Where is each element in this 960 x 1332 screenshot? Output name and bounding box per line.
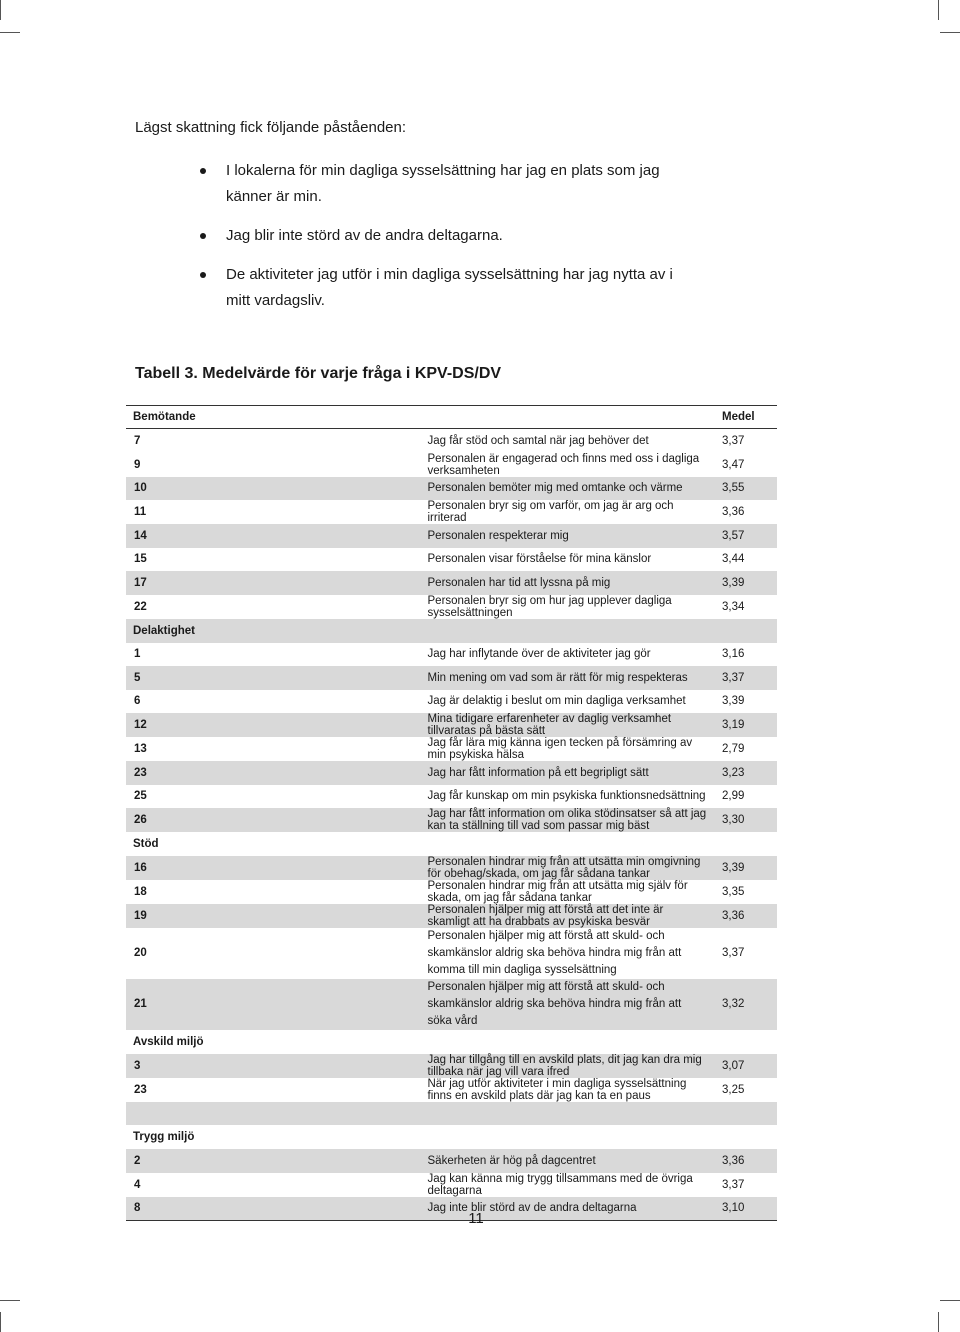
table-row	[126, 571, 777, 595]
question-text: Personalen respekterar mig	[421, 524, 716, 548]
question-number: 7	[134, 434, 141, 447]
mean-value: 2,99	[722, 790, 745, 803]
question-number: 5	[126, 666, 421, 690]
mean-value: 3,39	[715, 571, 777, 595]
table-row	[126, 904, 777, 928]
bullet-dot-icon	[200, 272, 206, 278]
mean-value: 3,25	[722, 1084, 745, 1096]
mean-value: 3,39	[722, 695, 745, 708]
crop-mark-bottom-right	[940, 1300, 960, 1301]
question-number: 16	[126, 856, 421, 880]
question-text: Personalen bryr sig om hur jag upplever dagliga sysselsättningen	[427, 594, 672, 619]
mean-value: 3,57	[715, 524, 777, 548]
mean-value: 3,55	[715, 477, 777, 501]
question-number: 6	[134, 695, 141, 708]
table-row	[126, 595, 777, 619]
question-number: 2	[126, 1149, 421, 1173]
question-text: Personalen har tid att lyssna på mig	[421, 571, 716, 595]
question-number: 14	[126, 524, 421, 548]
mean-value: 3,32	[715, 979, 777, 1030]
crop-mark-top-left	[0, 0, 1, 20]
table-row	[126, 477, 777, 501]
question-number: 25	[134, 790, 147, 803]
table-row	[126, 928, 777, 979]
mean-value: 3,07	[715, 1054, 777, 1078]
mean-value: 3,47	[722, 458, 745, 471]
table-row	[126, 713, 777, 737]
question-text: Min mening om vad som är rätt för mig respekteras	[421, 666, 716, 690]
question-text: Jag har inflytande över de aktiviteter jag gör	[427, 648, 651, 661]
question-number: 12	[126, 713, 421, 737]
question-text: Jag har fått information om olika stödinsatser så att jag kan ta ställning till vad som passar mig bäst	[421, 808, 716, 832]
question-number: 19	[126, 904, 421, 928]
intro-text: Lägst skattning fick följande påståenden:	[135, 119, 407, 136]
mean-value: 3,34	[722, 600, 745, 613]
question-number: 15	[134, 553, 147, 566]
table-row	[126, 500, 777, 524]
table-row	[126, 737, 777, 761]
question-text: Personalen hjälper mig att förstå att skuld- och skamkänslor aldrig ska behöva hindra mig från att komma till min dagliga sysselsättning	[427, 930, 682, 976]
question-text: Jag får stöd och samtal när jag behöver det	[427, 434, 649, 447]
table-row	[126, 1149, 777, 1173]
mean-value: 3,37	[722, 947, 745, 959]
mean-value: 3,36	[715, 1149, 777, 1173]
question-text: Säkerheten är hög på dagcentret	[421, 1149, 716, 1173]
kpv-table-body	[126, 406, 777, 1221]
table-row	[126, 643, 777, 667]
mean-value: 3,37	[722, 1178, 745, 1191]
question-number: 17	[126, 571, 421, 595]
crop-mark-top-right	[938, 0, 939, 20]
mean-value: 3,19	[715, 713, 777, 737]
section-title: Trygg miljö	[133, 1131, 195, 1143]
question-text: Personalen hindrar mig från att utsätta mig själv för skada, om jag får sådana tankar	[427, 880, 688, 904]
question-number: 11	[134, 506, 147, 518]
question-text: Personalen bemöter mig med omtanke och värme	[421, 477, 716, 501]
mean-value: 3,44	[722, 553, 745, 566]
question-text: Personalen hjälper mig att förstå att det inte är skamligt att ha drabbats av psykiska besvär	[421, 904, 716, 928]
bullet-item	[196, 158, 696, 210]
crop-mark-top-right-h	[940, 32, 960, 33]
crop-mark-top-left-h	[0, 32, 20, 33]
section-title: Stöd	[133, 838, 159, 850]
mean-value: 3,37	[722, 434, 745, 447]
section-row	[126, 619, 777, 643]
mean-value: 3,35	[722, 886, 745, 898]
section-row	[126, 832, 777, 856]
table-row	[126, 785, 777, 809]
question-number: 3	[126, 1054, 421, 1078]
bullet-item	[196, 262, 696, 314]
mean-value: 3,37	[715, 666, 777, 690]
mean-value: 2,79	[722, 743, 745, 755]
question-number: 23	[126, 761, 421, 785]
question-number: 9	[134, 458, 141, 471]
question-number: 10	[126, 477, 421, 501]
table-row	[126, 548, 777, 572]
question-number: 8	[126, 1197, 421, 1221]
table-row	[126, 524, 777, 548]
table-header-row	[126, 406, 777, 429]
mean-value: 3,36	[715, 904, 777, 928]
question-number: 1	[134, 648, 141, 661]
question-number: 20	[134, 947, 147, 959]
mean-value: 3,23	[715, 761, 777, 785]
question-text: Jag har fått information på ett begripligt sätt	[421, 761, 716, 785]
mean-value: 3,39	[715, 856, 777, 880]
table-row	[126, 761, 777, 785]
section-title: Avskild miljö	[133, 1036, 204, 1048]
table-row	[126, 429, 777, 453]
blank-cell	[126, 1102, 777, 1125]
question-number: 22	[134, 600, 147, 613]
bullet-item	[196, 223, 696, 249]
question-text: Personalen hindrar mig från att utsätta min omgivning för obehag/skada, om jag får sådana tankar	[421, 856, 716, 880]
question-number: 26	[126, 808, 421, 832]
question-number: 21	[126, 979, 421, 1030]
table-row	[126, 856, 777, 880]
question-text: Personalen hjälper mig att förstå att skuld- och skamkänslor aldrig ska behöva hindra mig från att söka vård	[421, 979, 716, 1030]
question-number: 13	[134, 743, 147, 755]
question-text: Jag är delaktig i beslut om min dagliga verksamhet	[427, 695, 686, 708]
header-mean-label: Medel	[715, 406, 777, 429]
question-number: 4	[134, 1178, 141, 1191]
bullet-dot-icon	[200, 233, 206, 239]
table-row	[126, 880, 777, 904]
kpv-table	[126, 405, 777, 1221]
bullet-list	[196, 158, 696, 327]
question-text: Jag har tillgång till en avskild plats, dit jag kan dra mig tillbaka när jag vill vara ifred	[421, 1054, 716, 1078]
header-section-title: Bemötande	[126, 406, 715, 429]
question-text: Jag kan känna mig trygg tillsammans med de övriga deltagarna	[427, 1172, 693, 1197]
bullet-text: Jag blir inte störd av de andra deltagarna.	[226, 227, 503, 244]
table-row	[126, 453, 777, 477]
mean-value: 3,16	[722, 648, 745, 661]
question-text: Jag får kunskap om min psykiska funktionsnedsättning	[427, 790, 706, 803]
question-text: Personalen bryr sig om varför, om jag är arg och irriterad	[427, 500, 674, 524]
mean-value: 3,30	[715, 808, 777, 832]
section-row	[126, 1030, 777, 1054]
question-text: Jag inte blir störd av de andra deltagarna	[421, 1197, 716, 1221]
table-row	[126, 1173, 777, 1197]
table-row	[126, 808, 777, 832]
question-text: Personalen visar förståelse för mina känslor	[427, 553, 652, 566]
question-text: Jag får lära mig känna igen tecken på försämring av min psykiska hälsa	[427, 737, 693, 761]
section-row	[126, 1125, 777, 1149]
blank-row	[126, 1102, 777, 1125]
table-row	[126, 979, 777, 1030]
page-number: 11	[468, 1210, 484, 1227]
crop-mark-bottom-right-v	[938, 1312, 939, 1332]
question-text: När jag utför aktiviteter i min dagliga sysselsättning finns en avskild plats där jag kan ta en paus	[427, 1078, 687, 1102]
bullet-text: De aktiviteter jag utför i min dagliga sysselsättning har jag nytta av i mitt vardagsliv.	[226, 266, 673, 309]
bullet-dot-icon	[200, 168, 206, 174]
section-title: Delaktighet	[126, 619, 777, 643]
question-number: 18	[134, 886, 147, 898]
table-caption: Tabell 3. Medelvärde för varje fråga i KPV-DS/DV	[135, 365, 502, 382]
crop-mark-bottom-left	[0, 1300, 20, 1301]
bullet-text: I lokalerna för min dagliga sysselsättning har jag en plats som jag känner är min.	[226, 162, 660, 205]
table-row	[126, 666, 777, 690]
table-row	[126, 690, 777, 714]
mean-value: 3,10	[715, 1197, 777, 1221]
question-text: Personalen är engagerad och finns med oss i dagliga verksamheten	[427, 452, 700, 477]
question-number: 23	[134, 1084, 147, 1096]
question-text: Mina tidigare erfarenheter av daglig verksamhet tillvaratas på bästa sätt	[421, 713, 716, 737]
crop-mark-bottom-left-v	[0, 1312, 1, 1332]
mean-value: 3,36	[722, 506, 745, 518]
table-row	[126, 1078, 777, 1102]
table-row	[126, 1054, 777, 1078]
